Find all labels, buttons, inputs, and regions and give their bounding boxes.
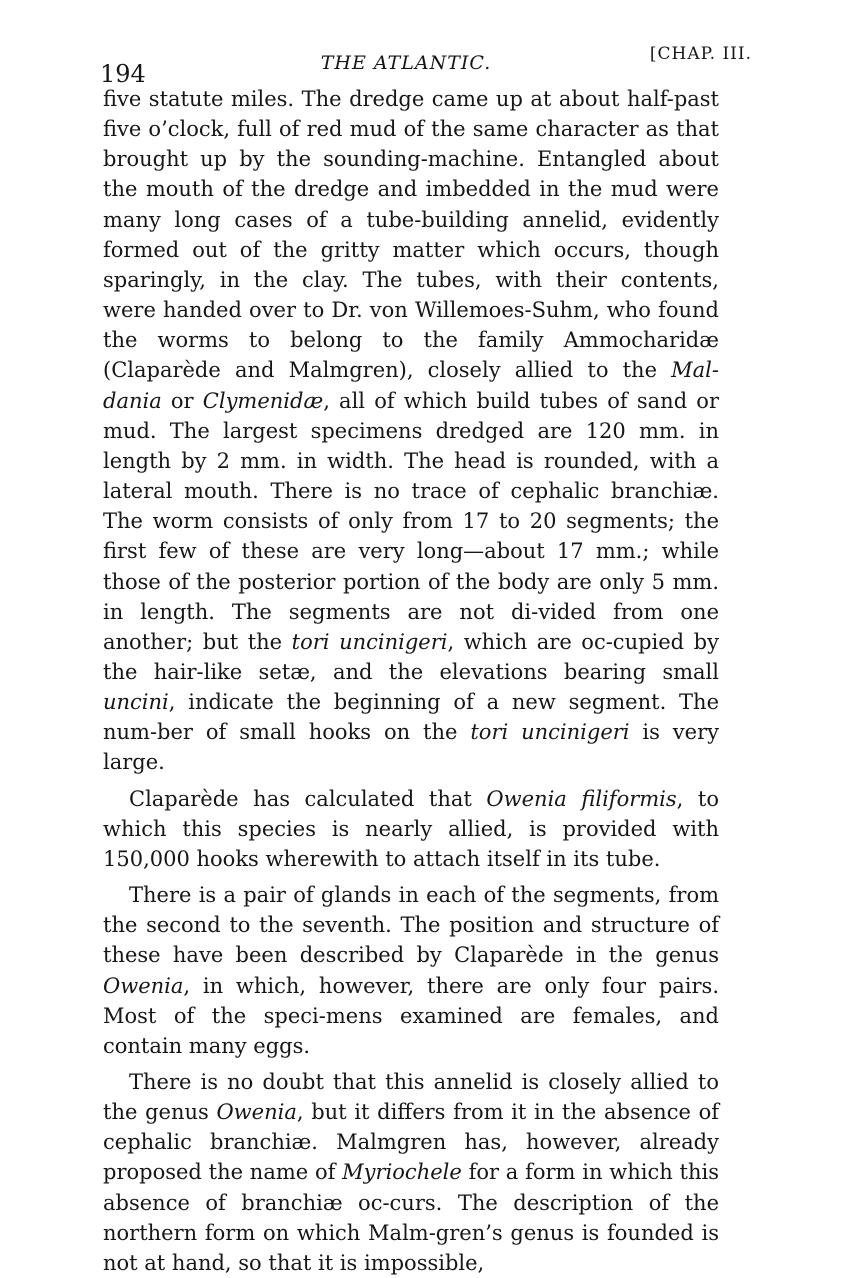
text-run: Claparède has calculated that	[129, 786, 487, 811]
italic-term: Myriochele	[342, 1160, 462, 1185]
text-run: or	[161, 388, 203, 413]
page-number: 194	[100, 60, 146, 88]
italic-term: Owenia	[103, 973, 184, 998]
text-run: , all of which build tubes of sand or mud. The largest specimens dredged are 120 mm. in length by 2 mm. in width. The head is rounded, with a lateral mouth. There is no trace of cephalic branchiæ. The worm consists of only from 17 to 20 segments; the first few of these are very long—about 17 mm.; while those of the posterior portion of the body are only 5 mm. in length. The segments are not di-vided from one another; but the	[103, 388, 719, 654]
text-run: There is no doubt that this annelid is closely allied to the genus	[103, 1070, 719, 1125]
text-run: , which are oc-cupied by the hair-like setæ, and the elevations bearing small	[103, 629, 719, 684]
body-text	[103, 84, 719, 1278]
italic-term: Owenia	[216, 1100, 297, 1125]
page-header	[100, 44, 752, 88]
paragraph-2	[103, 784, 719, 874]
text-run: is very large.	[103, 720, 720, 775]
text-run: for a form in which this absence of branchiæ oc-curs. The description of the northern form on which Malm-gren’s genus is founded is not at hand, so that it is impossible,	[103, 1160, 719, 1275]
italic-term: Owenia filiformis	[486, 786, 677, 811]
italic-term: tori uncinigeri	[291, 629, 448, 654]
italic-term: tori uncinigeri	[470, 720, 630, 745]
text-run: five statute miles. The dredge came up at about half-past five o’clock, full of red mud of the same character as that brought up by the sounding-machine. Entangled about the mouth of the dredge and imbedded in the mud were many long cases of a tube-building annelid, evidently formed out of the gritty matter which occurs, though sparingly, in the clay. The tubes, with their contents, were handed over to Dr. von Willemoes-Suhm, who found the worms to belong to the family Ammocharidæ (Claparède and Malmgren), closely allied to the	[103, 87, 719, 383]
text-run: , to which this species is nearly allied, is provided with 150,000 hooks wherewith to attach itself in its tube.	[103, 786, 719, 871]
paragraph-3	[103, 880, 719, 1061]
chapter-label: [CHAP. III.	[649, 44, 752, 64]
text-run: , indicate the beginning of a new segment. The num-ber of small hooks on the	[103, 690, 719, 745]
italic-term: uncini	[103, 690, 169, 715]
text-run: , in which, however, there are only four pairs. Most of the speci-mens examined are females, and contain many eggs.	[103, 973, 719, 1058]
italic-term: Clymenidæ	[202, 388, 324, 413]
running-title: THE ATLANTIC.	[320, 52, 492, 74]
text-run: There is a pair of glands in each of the segments, from the second to the seventh. The position and structure of these have been described by Claparède in the genus	[103, 883, 719, 968]
paragraph-1	[103, 84, 719, 778]
italic-term: Mal-dania	[103, 358, 719, 413]
paragraph-4	[103, 1067, 719, 1278]
text-run: , but it differs from it in the absence of cephalic branchiæ. Malmgren has, however, already proposed the name of	[103, 1100, 719, 1185]
